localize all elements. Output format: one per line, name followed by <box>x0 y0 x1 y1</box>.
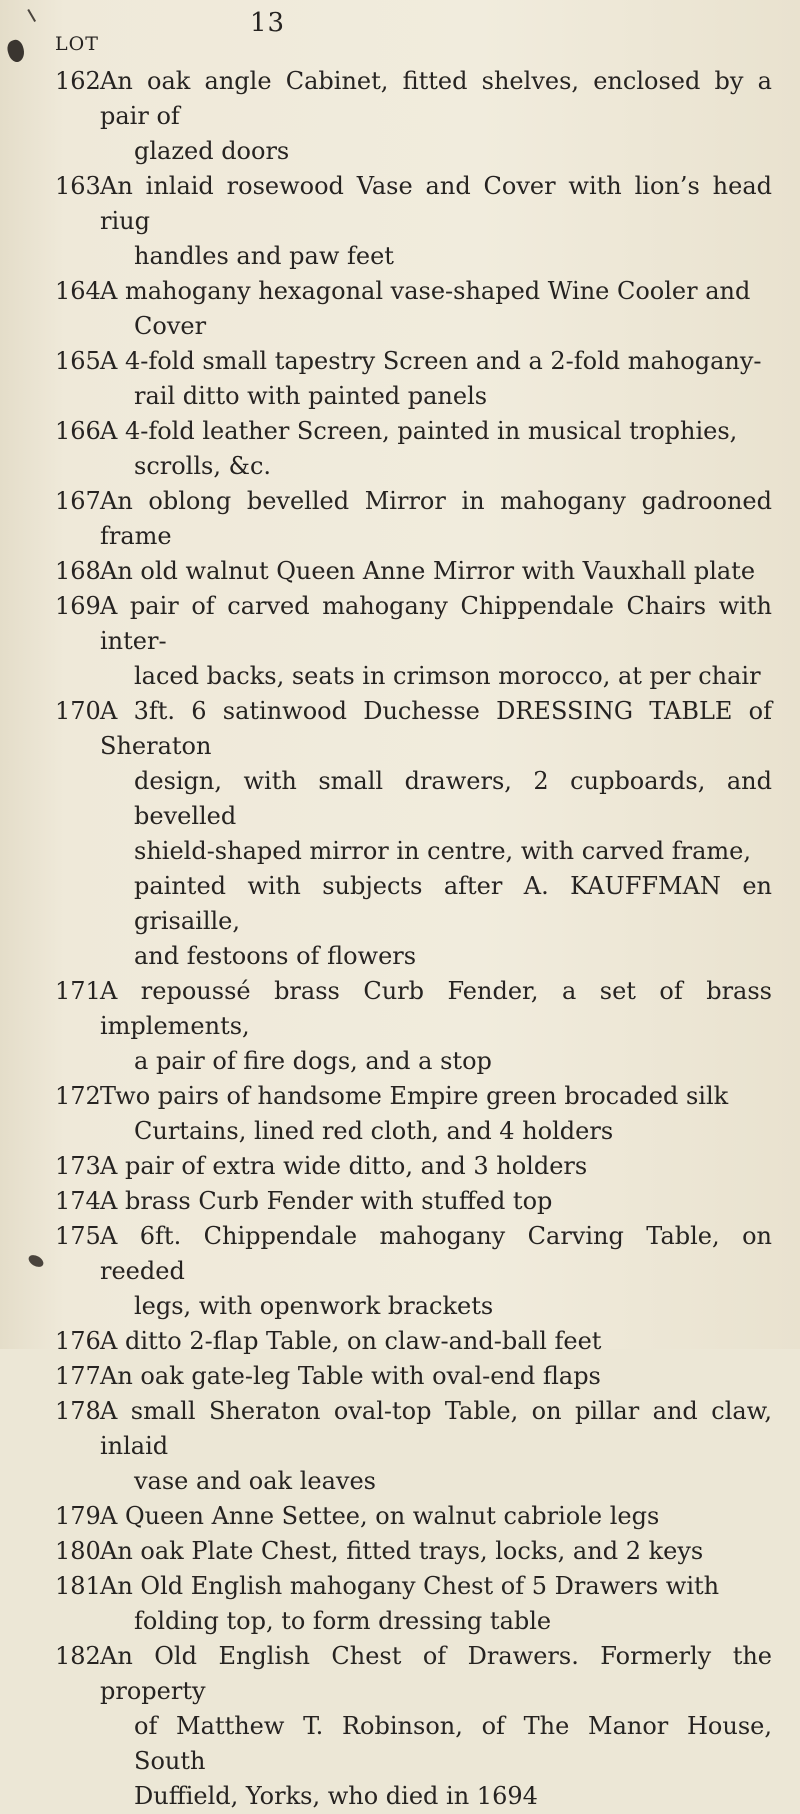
lot-description-line: An oak angle Cabinet, fitted shelves, enclosed by a pair of <box>100 67 772 130</box>
lot-description-line: An oblong bevelled Mirror in mahogany gadrooned frame <box>100 487 772 550</box>
lot-entry <box>0 1639 800 1814</box>
lot-list <box>0 64 800 1814</box>
lot-number: 176 <box>55 1327 101 1355</box>
lot-description-line: A ditto 2-flap Table, on claw-and-ball feet <box>100 1327 602 1355</box>
lot-description-line: A small Sheraton oval-top Table, on pillar and claw, inlaid <box>100 1397 772 1460</box>
lot-description-line: of Matthew T. Robinson, of The Manor House, South <box>134 1712 772 1775</box>
lot-description-line: A repoussé brass Curb Fender, a set of brass implements, <box>100 977 772 1040</box>
lot-description <box>100 974 772 1079</box>
lot-entry <box>0 274 800 344</box>
lot-number: 173 <box>55 1152 101 1180</box>
lot-description-line: and festoons of flowers <box>134 942 417 970</box>
lot-number: 179 <box>55 1502 101 1530</box>
lot-description-line: An inlaid rosewood Vase and Cover with lion’s head riug <box>100 172 772 235</box>
lot-description <box>100 694 772 974</box>
page-number: 13 <box>250 8 286 38</box>
lot-description-line: scrolls, &c. <box>134 452 272 480</box>
lot-description-line: glazed doors <box>134 137 290 165</box>
lot-entry <box>0 1184 800 1219</box>
lot-number: 166 <box>55 417 101 445</box>
lot-description <box>100 64 772 169</box>
ink-mark <box>27 4 44 22</box>
lot-description <box>100 1079 772 1149</box>
lot-number: 181 <box>55 1572 101 1600</box>
lot-entry <box>0 1569 800 1639</box>
lot-entry <box>0 1534 800 1569</box>
lot-description <box>100 1499 772 1534</box>
lot-description-line: An Old English mahogany Chest of 5 Drawers with <box>100 1572 720 1600</box>
lot-number: 165 <box>55 347 101 375</box>
lot-entry <box>0 1499 800 1534</box>
lot-description-line: A Queen Anne Settee, on walnut cabriole legs <box>100 1502 660 1530</box>
lot-description-line: painted with subjects after A. KAUFFMAN en grisaille, <box>134 872 772 935</box>
lot-description <box>100 1569 772 1639</box>
lot-description <box>100 589 772 694</box>
lot-description <box>100 1394 772 1499</box>
lot-description <box>100 1534 772 1569</box>
lot-description-line: A brass Curb Fender with stuffed top <box>100 1187 553 1215</box>
lot-description <box>100 344 772 414</box>
lot-description <box>100 414 772 484</box>
lot-description-line: An oak Plate Chest, fitted trays, locks, and 2 keys <box>100 1537 704 1565</box>
lot-number: 174 <box>55 1187 101 1215</box>
lot-description-line: A pair of extra wide ditto, and 3 holders <box>100 1152 588 1180</box>
lot-entry <box>0 554 800 589</box>
lot-number: 162 <box>55 67 101 95</box>
lot-description-line: a pair of fire dogs, and a stop <box>134 1047 492 1075</box>
lot-number: 175 <box>55 1222 101 1250</box>
lot-number: 180 <box>55 1537 101 1565</box>
lot-description-line: handles and paw feet <box>134 242 394 270</box>
lot-entry <box>0 974 800 1079</box>
lot-description-line: Cover <box>134 312 207 340</box>
lot-description-line: rail ditto with painted panels <box>134 382 488 410</box>
lot-description <box>100 1324 772 1359</box>
lot-description-line: design, with small drawers, 2 cupboards, and bevelled <box>134 767 772 830</box>
lot-description-line: A 4-fold small tapestry Screen and a 2-fold mahogany- <box>100 347 762 375</box>
lot-description-line: A 4-fold leather Screen, painted in musical trophies, <box>100 417 738 445</box>
lot-description <box>100 1219 772 1324</box>
lot-number: 182 <box>55 1642 101 1670</box>
lot-description-line: An oak gate-leg Table with oval-end flaps <box>100 1362 601 1390</box>
lot-entry <box>0 1324 800 1359</box>
lot-description <box>100 1149 772 1184</box>
lot-number: 167 <box>55 487 101 515</box>
lot-entry <box>0 1219 800 1324</box>
lot-entry <box>0 169 800 274</box>
lot-entry <box>0 414 800 484</box>
lot-description-line: An old walnut Queen Anne Mirror with Vauxhall plate <box>100 557 756 585</box>
lot-description-line: A pair of carved mahogany Chippendale Chairs with inter- <box>100 592 772 655</box>
lot-number: 178 <box>55 1397 101 1425</box>
lot-entry <box>0 484 800 554</box>
lot-number: 170 <box>55 697 101 725</box>
lot-description-line: A 3ft. 6 satinwood Duchesse DRESSING TABLE of Sheraton <box>100 697 772 760</box>
lot-description <box>100 274 772 344</box>
lot-description-line: Two pairs of handsome Empire green brocaded silk <box>100 1082 729 1110</box>
lot-number: 177 <box>55 1362 101 1390</box>
lot-number: 169 <box>55 592 101 620</box>
lot-description-line: legs, with openwork brackets <box>134 1292 494 1320</box>
lot-description-line: laced backs, seats in crimson morocco, at per chair <box>134 662 761 690</box>
lot-description <box>100 1639 772 1814</box>
lot-entry <box>0 1149 800 1184</box>
lot-number: 164 <box>55 277 101 305</box>
lot-number: 172 <box>55 1082 101 1110</box>
lot-entry <box>0 1079 800 1149</box>
lot-description-line: Duffield, Yorks, who died in 1694 <box>134 1782 538 1810</box>
lot-description-line: folding top, to form dressing table <box>134 1607 552 1635</box>
lot-description <box>100 169 772 274</box>
lot-description-line: An Old English Chest of Drawers. Formerly the property <box>100 1642 772 1705</box>
lot-entry <box>0 1359 800 1394</box>
lot-entry <box>0 694 800 974</box>
lot-entry <box>0 589 800 694</box>
lot-description-line: Curtains, lined red cloth, and 4 holders <box>134 1117 614 1145</box>
lot-description-line: shield-shaped mirror in centre, with carved frame, <box>134 837 751 865</box>
lot-entry <box>0 64 800 169</box>
lot-column-header: LOT <box>55 33 99 55</box>
lot-number: 163 <box>55 172 101 200</box>
lot-description-line: A 6ft. Chippendale mahogany Carving Table, on reeded <box>100 1222 772 1285</box>
lot-description-line: vase and oak leaves <box>134 1467 376 1495</box>
ink-blot <box>5 38 28 64</box>
lot-number: 171 <box>55 977 101 1005</box>
lot-description <box>100 554 772 589</box>
lot-description <box>100 484 772 554</box>
lot-entry <box>0 1394 800 1499</box>
lot-number: 168 <box>55 557 101 585</box>
lot-description <box>100 1359 772 1394</box>
lot-description <box>100 1184 772 1219</box>
lot-description-line: A mahogany hexagonal vase-shaped Wine Cooler and <box>100 277 751 305</box>
lot-entry <box>0 344 800 414</box>
